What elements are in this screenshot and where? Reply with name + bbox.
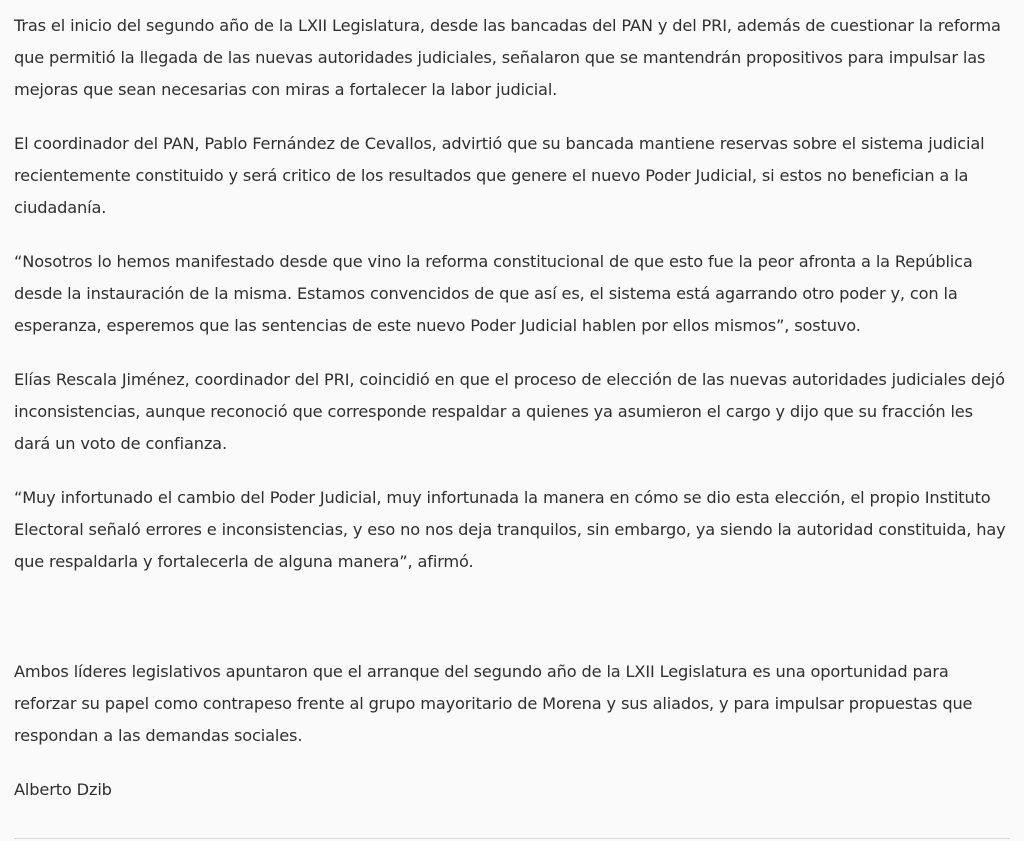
author-byline: Alberto Dzib [14, 780, 112, 799]
article-paragraph: Ambos líderes legislativos apuntaron que el arranque del segundo año de la LXII Legislatura es una oportunidad para reforzar su papel como contrapeso frente al grupo mayoritario de Morena y sus aliados, y para impulsar propuestas que respondan a las demandas sociales. [14, 662, 973, 745]
article-paragraph: “Nosotros lo hemos manifestado desde que vino la reforma constitucional de que esto fue la peor afronta a la República desde la instauración de la misma. Estamos convencidos de que así es, el sistema está agarrando otro poder y, con la esperanza, esperemos que las sentencias de este nuevo Poder Judicial hablen por ellos mismos”, sostuvo. [14, 252, 973, 335]
divider [14, 838, 1010, 839]
article-paragraph: Tras el inicio del segundo año de la LXII Legislatura, desde las bancadas del PAN y del PRI, además de cuestionar la reforma que permitió la llegada de las nuevas autoridades judiciales, señalaron que se mantendrán propositivos para impulsar las mejoras que sean necesarias con miras a fortalecer la labor judicial. [14, 16, 1001, 99]
article-paragraph: Elías Rescala Jiménez, coordinador del PRI, coincidió en que el proceso de elección de las nuevas autoridades judiciales dejó inconsistencias, aunque reconoció que corresponde respaldar a quienes ya asumieron el cargo y dijo que su fracción les dará un voto de confianza. [14, 370, 1005, 453]
article-paragraph: El coordinador del PAN, Pablo Fernández de Cevallos, advirtió que su bancada mantiene reservas sobre el sistema judicial recientemente constituido y será critico de los resultados que genere el nuevo Poder Judicial, si estos no benefician a la ciudadanía. [14, 134, 985, 217]
article-paragraph: “Muy infortunado el cambio del Poder Judicial, muy infortunada la manera en cómo se dio esta elección, el propio Instituto Electoral señaló errores e inconsistencias, y eso no nos deja tranquilos, sin embargo, ya siendo la autoridad constituida, hay que respaldarla y fortalecerla de alguna manera”, afirmó. [14, 488, 1006, 571]
